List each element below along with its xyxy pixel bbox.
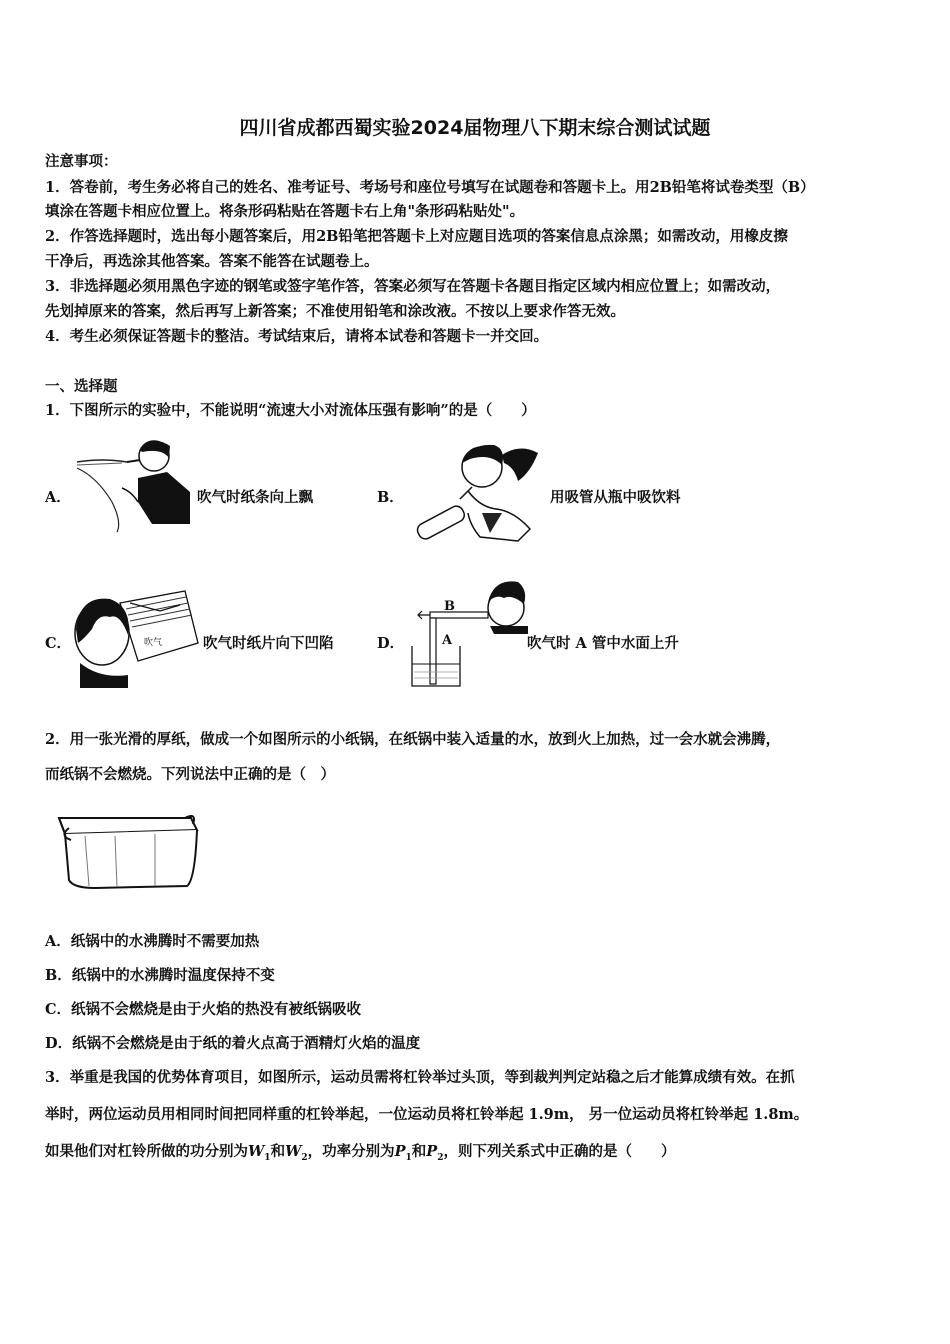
question-3-line: 如果他们对杠铃所做的功分别为$W_1$和$W_2$，功率分别为$P_1$和$P_2$，则下列关系式中正确的是（ ） (45, 1143, 676, 1163)
question-2-stem: 而纸锅不会燃烧。下列说法中正确的是（ ） (45, 766, 335, 783)
q2-figure-paper-pot (55, 810, 200, 892)
q1-figure-a (72, 432, 194, 537)
section-heading: 一、选择题 (45, 378, 118, 395)
q1-option-c-letter: C． (45, 635, 72, 652)
question-2-stem: 2．用一张光滑的厚纸，做成一个如图所示的小纸锅，在纸锅中装入适量的水，放到火上加热，过一会水就会沸腾， (45, 731, 781, 748)
notice-line: 干净后，再选涂其他答案。答案不能答在试题卷上。 (45, 253, 379, 270)
q1-figure-b (410, 437, 545, 545)
q1-option-a-letter: A． (45, 489, 71, 506)
q1-figure-c-label: 吹气 (144, 638, 163, 648)
page-title: 四川省成都西蜀实验2024届物理八下期末综合测试试题 (239, 117, 711, 139)
q2-option-d: D．纸锅不会燃烧是由于纸的着火点高于酒精灯火焰的温度 (45, 1035, 421, 1052)
q1-option-a-text: 吹气时纸条向上飘 (197, 489, 313, 506)
notice-heading: 注意事项： (45, 153, 118, 170)
notice-line: 2．作答选择题时，选出每小题答案后，用2B铅笔把答题卡上对应题目选项的答案信息点涂黑；如需改动，用橡皮擦 (45, 228, 788, 245)
q1-option-d-letter: D． (377, 635, 405, 652)
q1-option-b-letter: B． (377, 489, 404, 506)
q2-option-b: B．纸锅中的水沸腾时温度保持不变 (45, 967, 275, 984)
notice-line: 1．答卷前，考生务必将自己的姓名、准考证号、考场号和座位号填写在试题卷和答题卡上。用2B铅笔将试卷类型（B） (45, 179, 815, 196)
question-3-line: 3．举重是我国的优势体育项目，如图所示，运动员需将杠铃举过头顶，等到裁判判定站稳之后才能算成绩有效。在抓 (45, 1069, 795, 1086)
q1-figure-d (408, 568, 528, 688)
q2-option-a: A．纸锅中的水沸腾时不需要加热 (45, 933, 260, 950)
question-3-line: 举时，两位运动员用相同时间把同样重的杠铃举起，一位运动员将杠铃举起 1.9m， 另一位运动员将杠铃举起 1.8m。 (45, 1106, 809, 1123)
notice-line: 3．非选择题必须用黑色字迹的钢笔或签字笔作答，答案必须写在答题卡各题目指定区域内相应位置上；如需改动， (45, 278, 781, 295)
q1-figure-c (70, 583, 200, 688)
notice-line: 先划掉原来的答案，然后再写上新答案；不准使用铅笔和涂改液。不按以上要求作答无效。 (45, 303, 625, 320)
q1-option-d-text: 吹气时 A 管中水面上升 (527, 635, 679, 652)
q2-option-c: C．纸锅不会燃烧是由于火焰的热没有被纸锅吸收 (45, 1001, 362, 1018)
notice-line: 填涂在答题卡相应位置上。将条形码粘贴在答题卡右上角"条形码粘贴处"。 (45, 203, 525, 220)
notice-line: 4．考生必须保证答题卡的整洁。考试结束后，请将本试卷和答题卡一并交回。 (45, 328, 549, 345)
q1-figure-d-label-a: A (442, 633, 453, 648)
question-1-stem: 1．下图所示的实验中，不能说明“流速大小对流体压强有影响”的是（ ） (45, 402, 536, 419)
q1-option-c-text: 吹气时纸片向下凹陷 (203, 635, 334, 652)
q1-figure-d-label-b: B (444, 599, 455, 614)
q1-option-b-text: 用吸管从瓶中吸饮料 (550, 489, 681, 506)
